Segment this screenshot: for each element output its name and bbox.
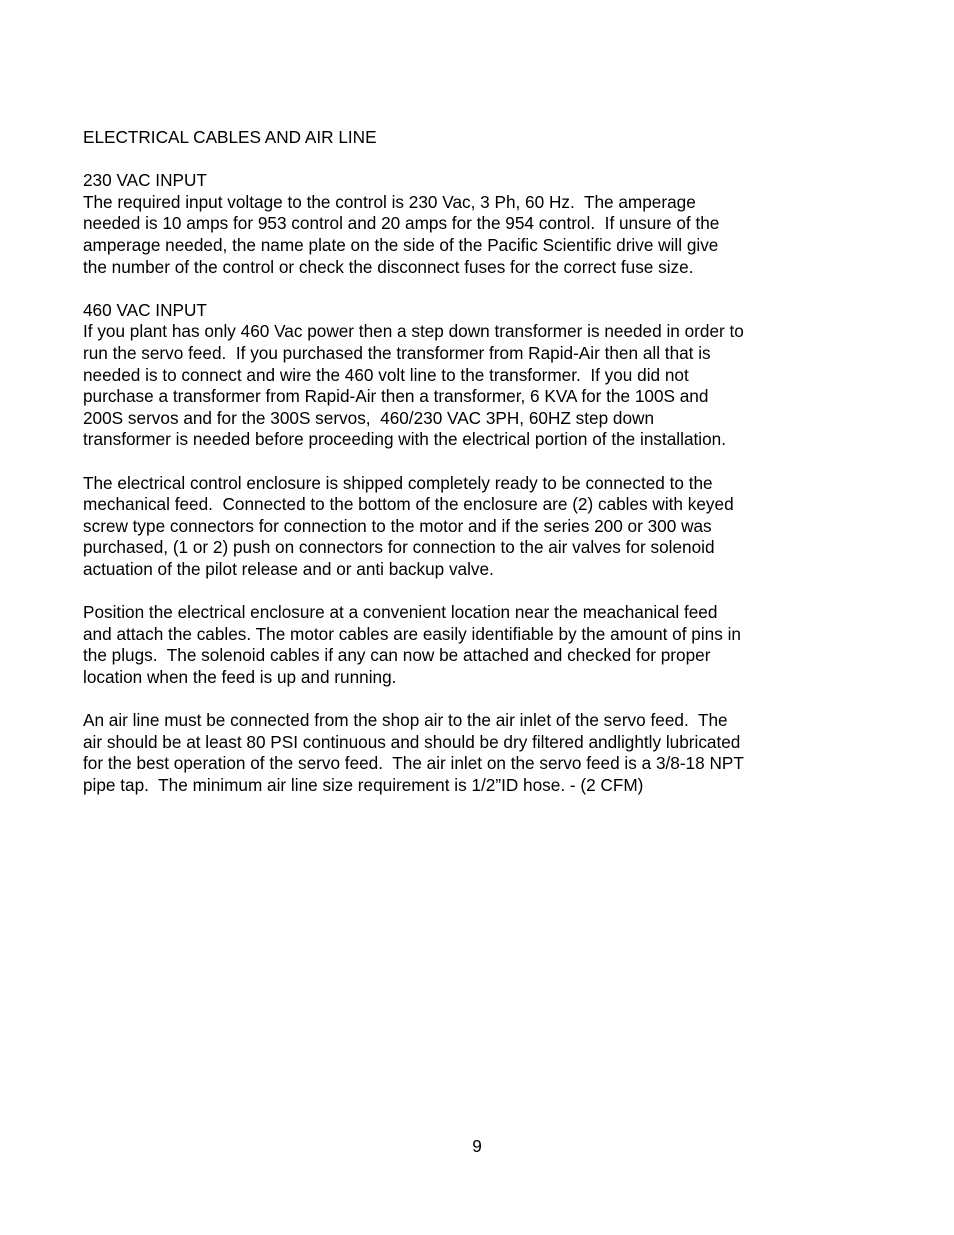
document-title: ELECTRICAL CABLES AND AIR LINE <box>83 127 377 147</box>
text-line: the plugs. The solenoid cables if any can now be attached and checked for proper <box>83 645 711 666</box>
section-230-vac <box>83 170 843 278</box>
section-heading: 230 VAC INPUT <box>83 170 207 191</box>
paragraph-position <box>83 602 843 688</box>
text-line: run the servo feed. If you purchased the transformer from Rapid-Air then all that is <box>83 342 711 363</box>
text-line: purchase a transformer from Rapid-Air then a transformer, 6 KVA for the 100S and <box>83 386 709 407</box>
blank-line <box>83 580 843 602</box>
text-line: amperage needed, the name plate on the side of the Pacific Scientific drive will give <box>83 234 719 255</box>
text-line: for the best operation of the servo feed. The air inlet on the servo feed is a 3/8-18 NPT <box>83 753 744 774</box>
text-line: 200S servos and for the 300S servos, 460/230 VAC 3PH, 60HZ step down <box>83 407 655 428</box>
blank-line <box>83 451 843 473</box>
blank-line <box>83 149 843 171</box>
document-body <box>83 127 843 796</box>
paragraph-enclosure <box>83 473 843 581</box>
text-line: actuation of the pilot release and or anti backup valve. <box>83 558 494 579</box>
text-line: location when the feed is up and running. <box>83 666 397 687</box>
text-line: needed is to connect and wire the 460 volt line to the transformer. If you did not <box>83 364 689 385</box>
text-line: the number of the control or check the disconnect fuses for the correct fuse size. <box>83 256 694 277</box>
text-line: The electrical control enclosure is shipped completely ready to be connected to the <box>83 472 713 493</box>
text-line: and attach the cables. The motor cables are easily identifiable by the amount of pins in <box>83 623 741 644</box>
text-line: If you plant has only 460 Vac power then a step down transformer is needed in order to <box>83 321 744 342</box>
text-line: An air line must be connected from the shop air to the air inlet of the servo feed. The <box>83 710 728 731</box>
text-line: pipe tap. The minimum air line size requirement is 1/2”ID hose. - (2 CFM) <box>83 774 644 795</box>
text-line: The required input voltage to the control is 230 Vac, 3 Ph, 60 Hz. The amperage <box>83 191 696 212</box>
text-line: mechanical feed. Connected to the bottom of the enclosure are (2) cables with keyed <box>83 494 734 515</box>
section-460-vac <box>83 300 843 451</box>
section-heading: 460 VAC INPUT <box>83 299 207 320</box>
text-line: screw type connectors for connection to the motor and if the series 200 or 300 was <box>83 515 712 536</box>
text-line: Position the electrical enclosure at a convenient location near the meachanical feed <box>83 602 718 623</box>
blank-line <box>83 278 843 300</box>
paragraph-air-line <box>83 710 843 796</box>
text-line: purchased, (1 or 2) push on connectors for connection to the air valves for solenoid <box>83 537 715 558</box>
text-line: needed is 10 amps for 953 control and 20 amps for the 954 control. If unsure of the <box>83 213 720 234</box>
page-number: 9 <box>472 1136 482 1156</box>
text-line: air should be at least 80 PSI continuous and should be dry filtered andlightly lubricated <box>83 731 741 752</box>
blank-line <box>83 688 843 710</box>
text-line: transformer is needed before proceeding with the electrical portion of the installation. <box>83 429 726 450</box>
